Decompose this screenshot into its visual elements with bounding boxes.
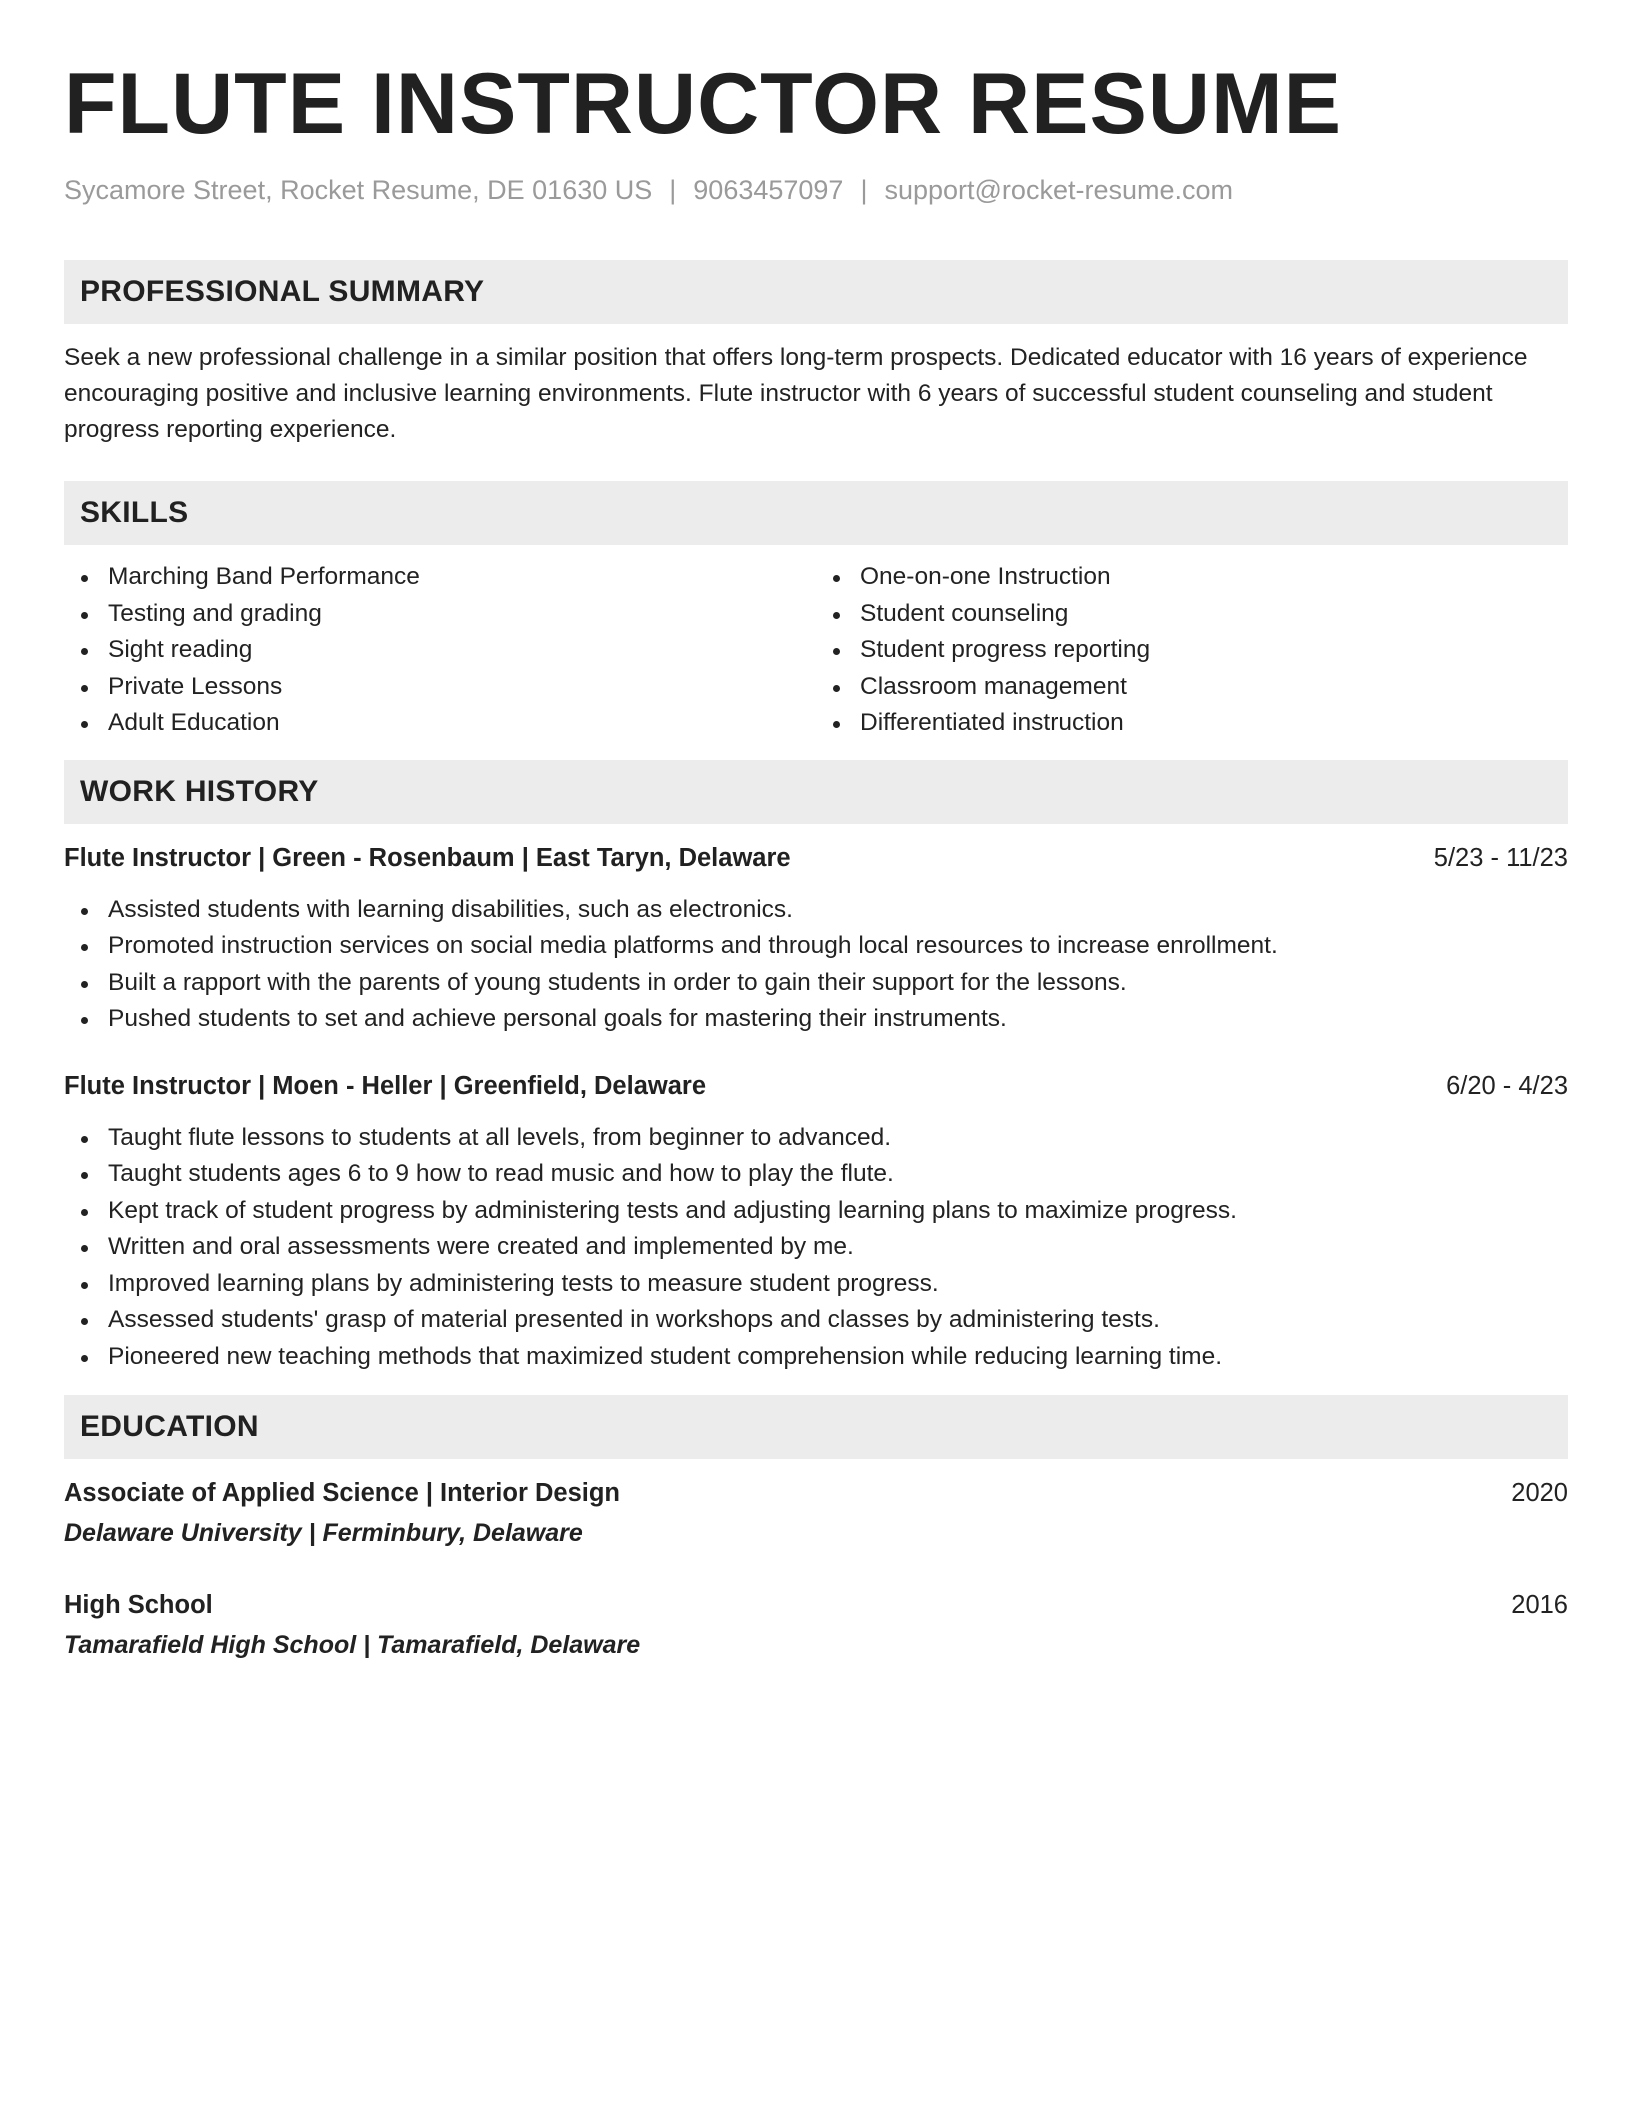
job-title: Flute Instructor | Moen - Heller | Greenfield, Delaware [64, 1071, 706, 1100]
job-header [64, 1068, 1568, 1104]
education-header [64, 1475, 1568, 1511]
job-bullet: Taught flute lessons to students at all levels, from beginner to advanced. [64, 1120, 1568, 1157]
skills-heading: SKILLS [64, 481, 1568, 545]
resume-title: FLUTE INSTRUCTOR RESUME [64, 56, 1342, 152]
education-degree: High School [64, 1591, 213, 1619]
skill-item: Marching Band Performance [64, 559, 816, 596]
contact-separator: | [669, 175, 677, 205]
education-school: Tamarafield High School | Tamarafield, Delaware [64, 1631, 641, 1659]
education-year: 2020 [1511, 1479, 1568, 1507]
skill-item: Testing and grading [64, 596, 816, 633]
skill-item: Sight reading [64, 632, 816, 669]
job-bullet: Taught students ages 6 to 9 how to read music and how to play the flute. [64, 1156, 1568, 1193]
job-bullet: Assisted students with learning disabilities, such as electronics. [64, 892, 1568, 929]
job-title: Flute Instructor | Green - Rosenbaum | East Taryn, Delaware [64, 843, 791, 872]
contact-separator: | [860, 175, 868, 205]
skill-item: One-on-one Instruction [816, 559, 1568, 596]
summary-text: Seek a new professional challenge in a similar position that offers long-term prospects. Dedicated educator with 16 years of experience encouraging positive and inclusive learning environments. Flute instructor with 6 years of successful student counseling and student progress reporting experience. [64, 344, 1528, 443]
job-bullets [64, 892, 1568, 1038]
job-bullet: Pushed students to set and achieve personal goals for mastering their instruments. [64, 1001, 1568, 1038]
skills-list [64, 559, 1568, 742]
job-bullet: Pioneered new teaching methods that maximized student comprehension while reducing learning time. [64, 1339, 1568, 1376]
skill-item: Classroom management [816, 669, 1568, 706]
contact-email: support@rocket-resume.com [884, 175, 1233, 205]
skills-column-left [64, 559, 816, 742]
education-degree: Associate of Applied Science | Interior Design [64, 1479, 620, 1507]
job-bullets [64, 1120, 1568, 1376]
skill-item: Differentiated instruction [816, 705, 1568, 742]
job-bullet: Written and oral assessments were created and implemented by me. [64, 1229, 1568, 1266]
job-bullet: Assessed students' grasp of material presented in workshops and classes by administering tests. [64, 1302, 1568, 1339]
skill-item: Student counseling [816, 596, 1568, 633]
job-bullet: Promoted instruction services on social media platforms and through local resources to increase enrollment. [64, 928, 1568, 965]
job-bullet: Built a rapport with the parents of young students in order to gain their support for the lessons. [64, 965, 1568, 1002]
skill-item: Student progress reporting [816, 632, 1568, 669]
education-year: 2016 [1511, 1591, 1568, 1619]
work-history-heading: WORK HISTORY [64, 760, 1568, 824]
education-heading: EDUCATION [64, 1395, 1568, 1459]
contact-phone: 9063457097 [693, 175, 844, 205]
education-school: Delaware University | Ferminbury, Delaware [64, 1519, 583, 1547]
skills-column-right [816, 559, 1568, 742]
job-header [64, 840, 1568, 876]
contact-address: Sycamore Street, Rocket Resume, DE 01630 US [64, 175, 653, 205]
job-bullet: Kept track of student progress by administering tests and adjusting learning plans to maximize progress. [64, 1193, 1568, 1230]
contact-line [64, 172, 1568, 208]
summary-heading: PROFESSIONAL SUMMARY [64, 260, 1568, 324]
job-dates: 6/20 - 4/23 [1446, 1071, 1568, 1100]
education-header [64, 1587, 1568, 1623]
job-dates: 5/23 - 11/23 [1433, 843, 1568, 872]
job-bullet: Improved learning plans by administering tests to measure student progress. [64, 1266, 1568, 1303]
skill-item: Private Lessons [64, 669, 816, 706]
skill-item: Adult Education [64, 705, 816, 742]
